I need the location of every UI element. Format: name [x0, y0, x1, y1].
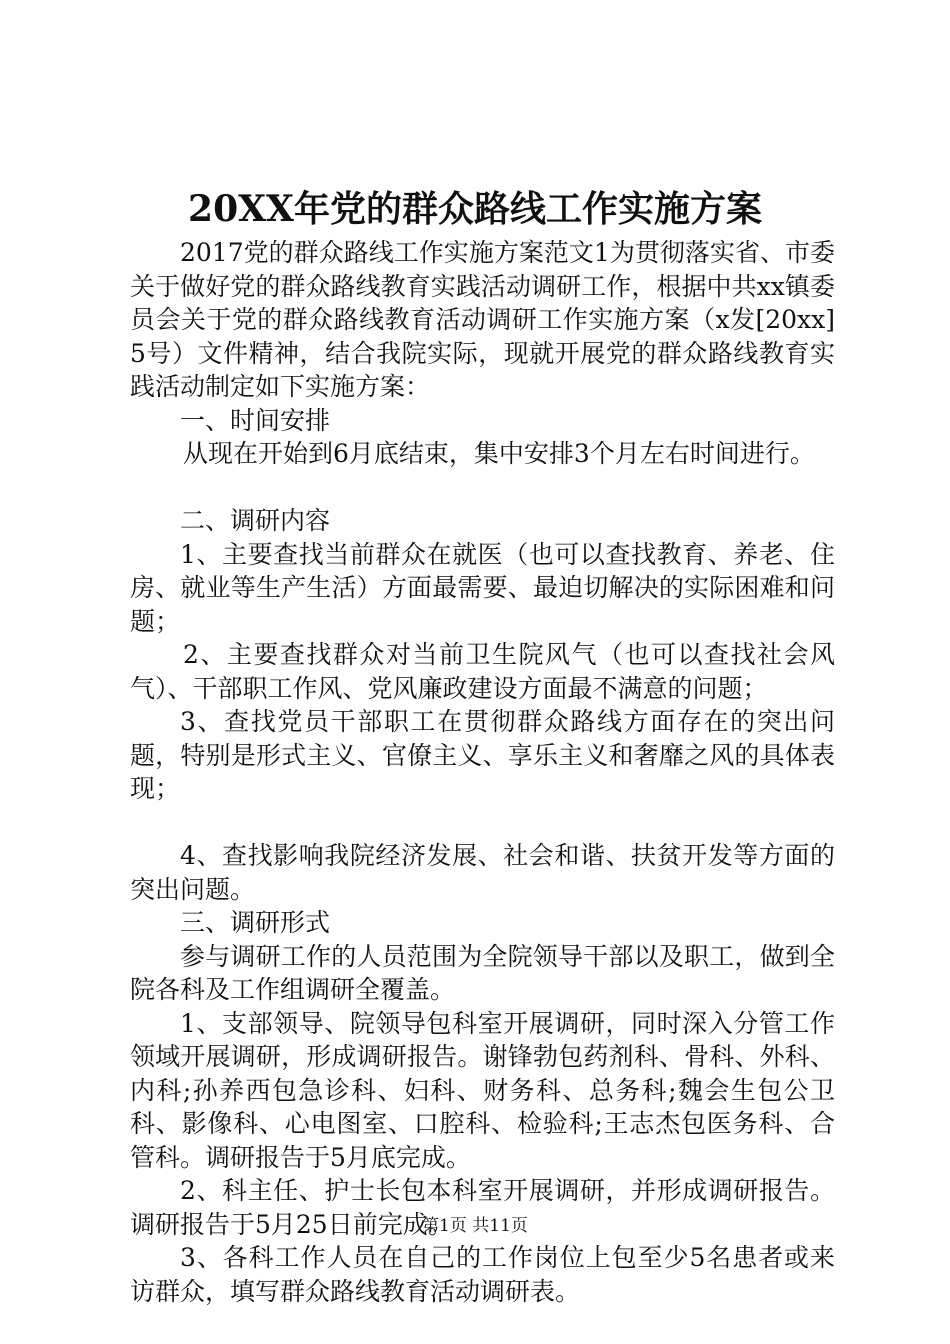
schedule-paragraph: 从现在开始到6月底结束，集中安排3个月左右时间进行。 [183, 439, 815, 468]
form-item-2: 2、科主任、护士长包本科室开展调研，并形成调研报告。调研报告于5月25日前完成。 [130, 1176, 835, 1239]
blank-line [130, 471, 835, 505]
content-item-3: 3、查找党员干部职工在贯彻群众路线方面存在的突出问题，特别是形式主义、官僚主义、享乐主义和奢靡之风的具体表现； [130, 707, 835, 803]
form-item-3: 3、各科工作人员在自己的工作岗位上包至少5名患者或来访群众，填写群众路线教育活动调研表。 [130, 1243, 835, 1306]
section-heading-form: 三、调研形式 [180, 908, 331, 937]
content-item-1: 1、主要查找当前群众在就医（也可以查找教育、养老、住房、就业等生产生活）方面最需要、最迫切解决的实际困难和问题； [130, 539, 835, 636]
section-heading-schedule: 一、时间安排 [180, 405, 331, 435]
form-intro-paragraph: 参与调研工作的人员范围为全院领导干部以及职工，做到全院各科及工作组调研全覆盖。 [130, 941, 835, 1004]
page-title: 20XX年党的群众路线工作实施方案 [188, 188, 762, 230]
page-number: 第1页 共11页 [422, 1216, 528, 1236]
section-heading-content: 二、调研内容 [180, 506, 331, 535]
content-item-2: 2、主要查找群众对当前卫生院风气（也可以查找社会风气）、干部职工作风、党风廉政建设方面最不满意的问题； [130, 640, 835, 703]
content-item-4: 4、查找影响我院经济发展、社会和谐、扶贫开发等方面的突出问题。 [130, 841, 835, 904]
blank-line [130, 806, 835, 840]
form-item-1: 1、支部领导、院领导包科室开展调研，同时深入分管工作领域开展调研，形成调研报告。谢锋勃包药剂科、骨科、外科、内科;孙养西包急诊科、妇科、财务科、总务科;魏会生包公卫科、影像科、心电图室、口腔科、检验科;王志杰包医务科、合管科。调研报告于5月底完成。 [130, 1008, 835, 1172]
document-body [130, 236, 835, 1308]
intro-paragraph: 2017党的群众路线工作实施方案范文1为贯彻落实省、市委关于做好党的群众路线教育实践活动调研工作，根据中共xx镇委员会关于党的群众路线教育活动调研工作实施方案（x发[20xx]5号）文件精神，结合我院实际，现就开展党的群众路线教育实践活动制定如下实施方案： [130, 238, 835, 401]
